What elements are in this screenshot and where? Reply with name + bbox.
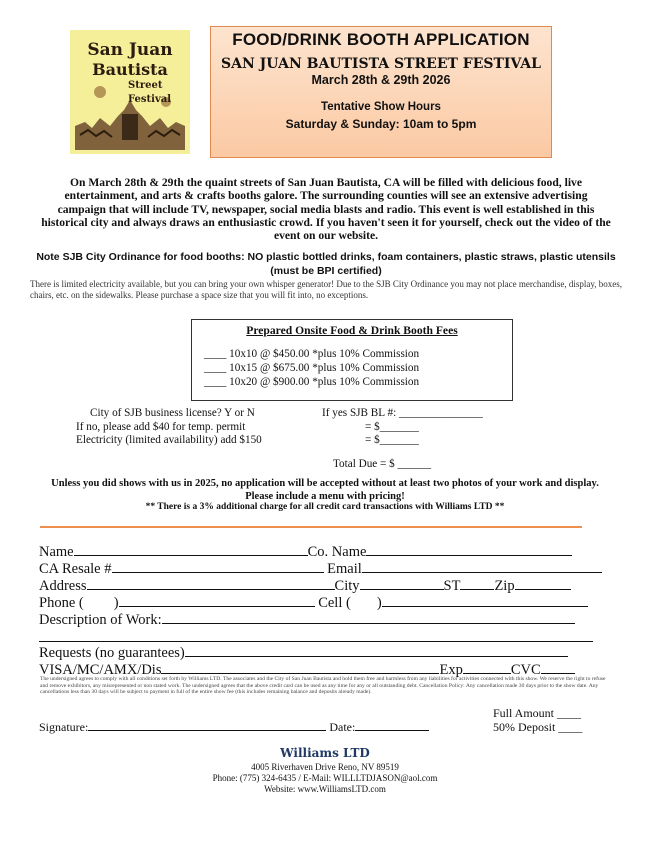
terms-fine-print: The undersigned agrees to comply with all conditions set forth by Williams LTD. The associates and the City of San Juan Bautista and hold them free and harmless from any liabilities for activities connected with this show. We reserve the right to refuse and remove exhibitors, any misrepresented or non stated work. The undersigned agrees that the above credit card can be used as any time for any or all outstanding debt. Cancellation Policy: Any cancellation made 30 days prior to the show date. Any cancellations less than 30 days will be subject to payment in full of the entire show fee (this includes remaining balance and deposits already made). xyxy=(40,676,606,696)
photo-requirement: Unless you did shows with us in 2025, no application will be accepted without at least two photos of your work and display. Please include a menu with pricing! xyxy=(51,478,599,502)
fee-row-10x15[interactable]: ____ 10x15 @ $675.00 *plus 10% Commission xyxy=(204,362,420,374)
deposit[interactable]: 50% Deposit ____ xyxy=(493,720,583,734)
electricity-label: Electricity (limited availability) add $150 xyxy=(76,434,262,446)
total-due[interactable]: Total Due = $ ______ xyxy=(333,458,432,470)
show-hours: Saturday & Sunday: 10am to 5pm xyxy=(285,117,477,131)
card-label: VISA/MC/AMX/Dis xyxy=(39,662,162,678)
temp-permit-label: If no, please add $40 for temp. permit xyxy=(76,421,246,433)
intro-paragraph: On March 28th & 29th the quaint streets of San Juan Bautista, CA will be filled with delicious food, live entertainment, and arts & crafts booths galore. The surrounding counties will see an extensive advertising campaign that will include TV, newspaper, social media blasts and radio. This event is well established in this historical city and always draws an enthusiastic crowd. If you haven't seen it for yourself, check out the video of the event on our website. xyxy=(41,176,611,243)
resale-label: CA Resale # xyxy=(39,561,112,577)
credit-card-surcharge: ** There is a 3% additional charge for all credit card transactions with Williams LTD ** xyxy=(145,502,505,512)
fees-title: Prepared Onsite Food & Drink Booth Fees xyxy=(246,324,458,337)
date-field[interactable] xyxy=(355,720,429,731)
festival-name: SAN JUAN BAUTISTA STREET FESTIVAL xyxy=(221,56,541,72)
hours-label: Tentative Show Hours xyxy=(321,101,441,113)
requests-field[interactable] xyxy=(185,643,568,657)
description-row xyxy=(39,610,575,629)
cell-field[interactable] xyxy=(382,593,588,607)
footer-contact: Phone: (775) 324-6435 / E-Mail: WILLLTDJASON@aol.com xyxy=(212,773,438,783)
business-license-number[interactable]: If yes SJB BL #: _______________ xyxy=(322,407,483,419)
cvc-field[interactable] xyxy=(541,660,575,674)
email-field[interactable] xyxy=(362,559,602,573)
address-label: Address xyxy=(39,578,87,594)
header-box xyxy=(210,26,552,158)
ordinance-note: Note SJB City Ordinance for food booths: NO plastic bottled drinks, foam containers, plastic straws, plastic utensils (must be BPI certified) xyxy=(36,251,616,277)
logo-line-1: San Juan xyxy=(87,40,173,60)
name-field[interactable] xyxy=(74,542,308,556)
name-label: Name xyxy=(39,544,74,560)
logo-line-4: Festival xyxy=(128,94,172,105)
city-label: City xyxy=(334,578,360,594)
booth-fees-box xyxy=(191,319,513,401)
description-field[interactable] xyxy=(162,610,575,624)
full-amount[interactable]: Full Amount ____ xyxy=(493,706,582,720)
description-line-2[interactable] xyxy=(39,641,593,642)
state-label: ST xyxy=(443,578,461,594)
requests-label: Requests (no guarantees) xyxy=(39,645,185,661)
electricity-amount[interactable]: = $_______ xyxy=(365,434,419,446)
license-question[interactable]: City of SJB business license? Y or N xyxy=(90,407,255,419)
application-title: FOOD/DRINK BOOTH APPLICATION xyxy=(232,30,530,49)
email-label: Email xyxy=(327,561,362,577)
cell-label: Cell ( xyxy=(318,595,351,611)
logo-line-3: Street xyxy=(128,80,163,91)
signature-label: Signature: xyxy=(39,720,89,734)
fee-row-10x20[interactable]: ____ 10x20 @ $900.00 *plus 10% Commission xyxy=(204,376,420,388)
city-field[interactable] xyxy=(360,576,444,590)
company-field[interactable] xyxy=(366,542,572,556)
description-label: Description of Work: xyxy=(39,612,162,628)
exp-field[interactable] xyxy=(463,660,511,674)
cell-paren: ) xyxy=(376,595,382,611)
card-number-field[interactable] xyxy=(161,660,439,674)
signature-field[interactable] xyxy=(88,720,326,731)
date-label: Date: xyxy=(329,720,356,734)
zip-label: Zip xyxy=(494,578,515,594)
phone-field[interactable] xyxy=(119,593,315,607)
resale-field[interactable] xyxy=(112,559,324,573)
cvc-label: CVC xyxy=(510,662,541,678)
section-divider xyxy=(40,526,582,528)
signature-row xyxy=(39,720,429,735)
footer-website: Website: www.WilliamsLTD.com xyxy=(264,784,386,794)
phone-label: Phone ( xyxy=(39,595,84,611)
fee-row-10x10[interactable]: ____ 10x10 @ $450.00 *plus 10% Commission xyxy=(204,348,420,360)
phone-paren: ) xyxy=(113,595,119,611)
state-field[interactable] xyxy=(460,576,494,590)
zip-field[interactable] xyxy=(515,576,571,590)
address-field[interactable] xyxy=(87,576,335,590)
temp-permit-amount[interactable]: = $_______ xyxy=(365,421,419,433)
logo-line-2: Bautista xyxy=(92,60,168,79)
electricity-notice: There is limited electricity available, but you can bring your own whisper generator! Due to the SJB City Ordinance you may not place merchandise, display, boxes, chairs, etc. on the sidewalks. Please purchase a space size that you will fit into, no exceptions. xyxy=(30,279,623,300)
festival-dates: March 28th & 29th 2026 xyxy=(311,73,451,87)
company-label: Co. Name xyxy=(307,544,367,560)
footer-company: Williams LTD xyxy=(280,746,370,760)
festival-logo xyxy=(70,30,190,154)
footer-address: 4005 Riverhaven Drive Reno, NV 89519 xyxy=(251,762,399,772)
exp-label: Exp xyxy=(439,662,463,678)
